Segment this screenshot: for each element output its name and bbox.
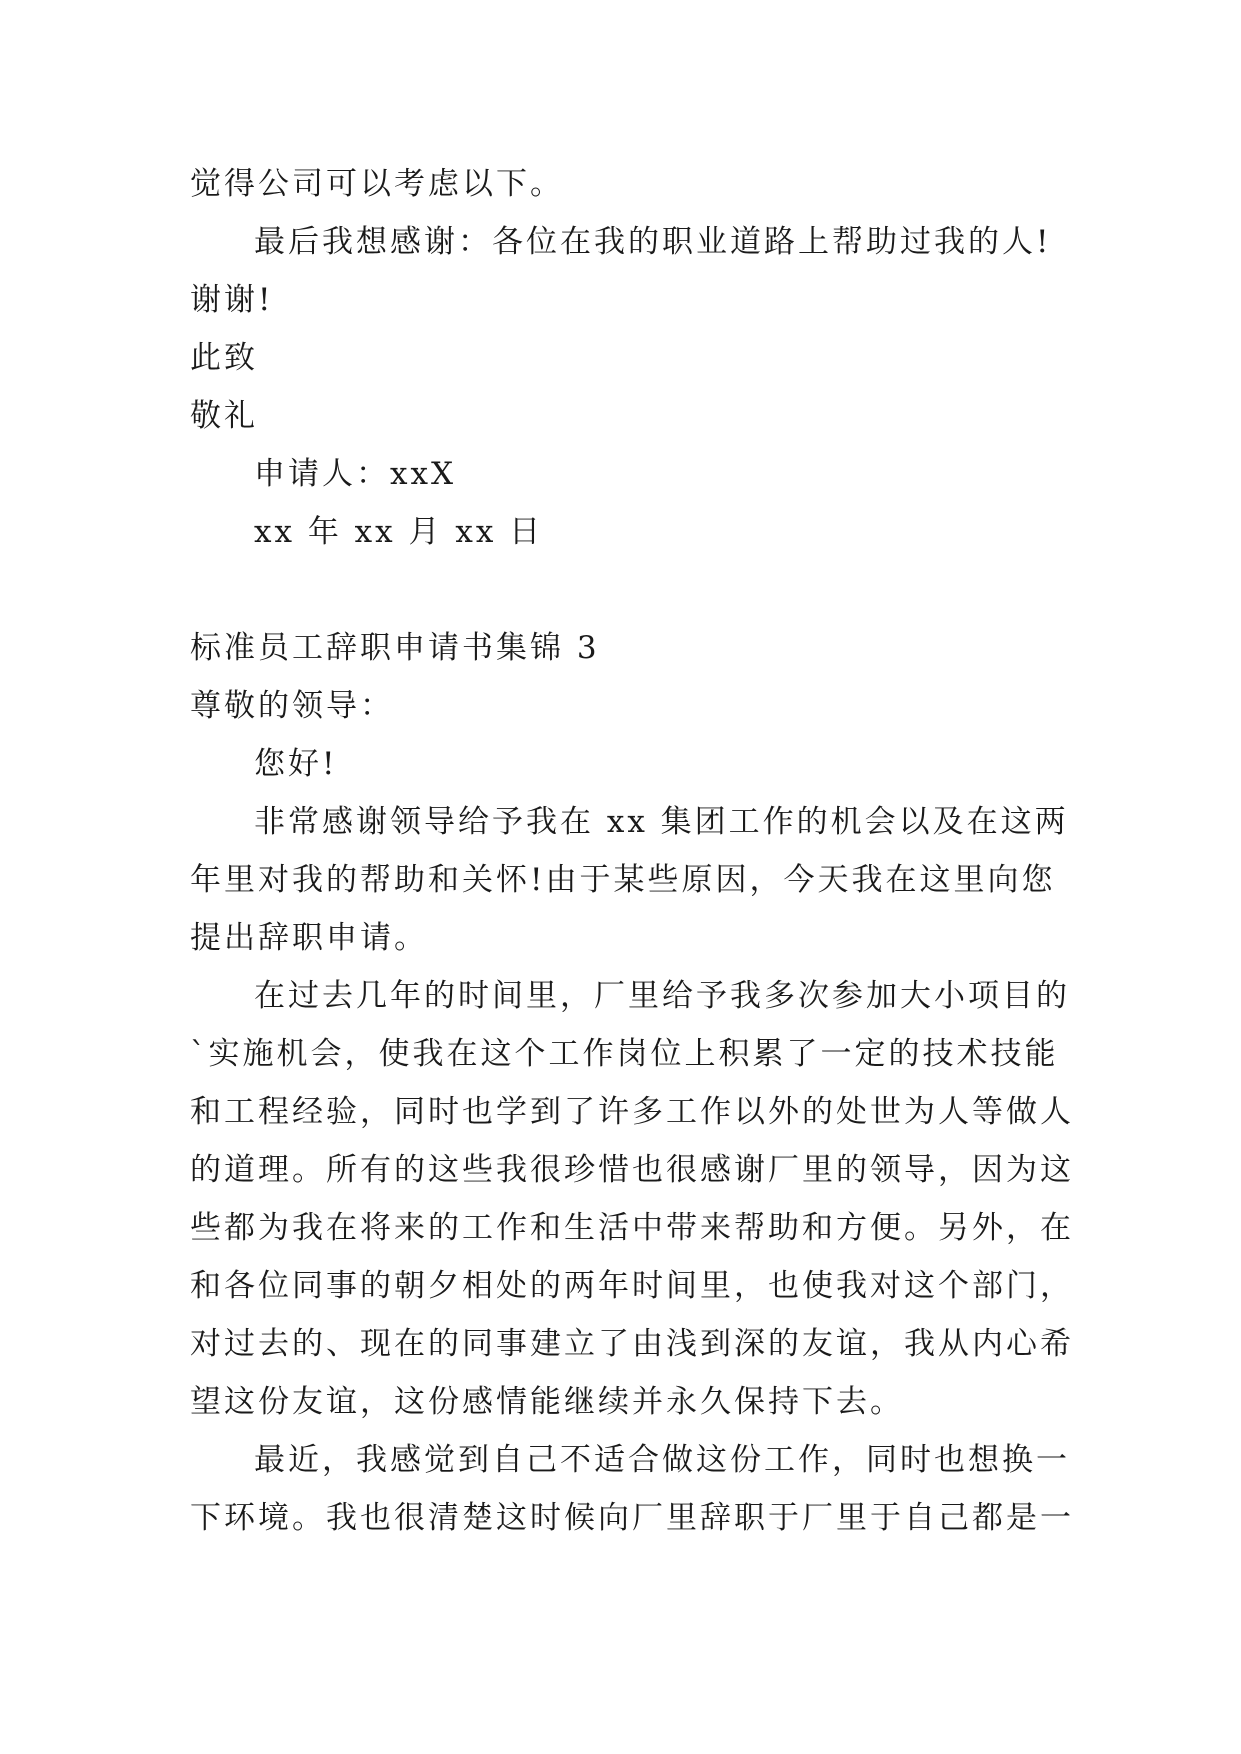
text-line: 提出辞职申请。 <box>190 920 428 956</box>
closing-salutation: 敬礼 <box>190 398 258 434</box>
text-line: 和各位同事的朝夕相处的两年时间里，也使我对这个部门， <box>190 1268 1074 1304</box>
text-line: 最后我想感谢：各位在我的职业道路上帮助过我的人! <box>254 224 1052 260</box>
greeting: 尊敬的领导： <box>190 688 394 724</box>
text-line: 最近，我感觉到自己不适合做这份工作，同时也想换一 <box>254 1442 1070 1478</box>
closing-phrase: 此致 <box>190 340 258 376</box>
text-line: 在过去几年的时间里，厂里给予我多次参加大小项目的 <box>254 978 1070 1014</box>
signature-date: xx 年 xx 月 xx 日 <box>254 514 544 550</box>
applicant-signature: 申请人：xxX <box>254 456 457 492</box>
text-line: 谢谢! <box>190 282 274 318</box>
text-line: 非常感谢领导给予我在 xx 集团工作的机会以及在这两 <box>254 804 1069 840</box>
text-line: `实施机会，使我在这个工作岗位上积累了一定的技术技能 <box>190 1036 1059 1072</box>
text-line: 望这份友谊，这份感情能继续并永久保持下去。 <box>190 1384 904 1420</box>
text-line: 年里对我的帮助和关怀!由于某些原因，今天我在这里向您 <box>190 862 1056 898</box>
text-line: 下环境。我也很清楚这时候向厂里辞职于厂里于自己都是一 <box>190 1500 1074 1536</box>
text-line: 些都为我在将来的工作和生活中带来帮助和方便。另外，在 <box>190 1210 1074 1246</box>
text-line: 觉得公司可以考虑以下。 <box>190 166 564 202</box>
greeting-hello: 您好! <box>254 746 338 782</box>
text-line: 的道理。所有的这些我很珍惜也很感谢厂里的领导，因为这 <box>190 1152 1074 1188</box>
text-line: 对过去的、现在的同事建立了由浅到深的友谊，我从内心希 <box>190 1326 1074 1362</box>
section-title: 标准员工辞职申请书集锦 3 <box>190 630 600 666</box>
text-line: 和工程经验，同时也学到了许多工作以外的处世为人等做人 <box>190 1094 1074 1130</box>
